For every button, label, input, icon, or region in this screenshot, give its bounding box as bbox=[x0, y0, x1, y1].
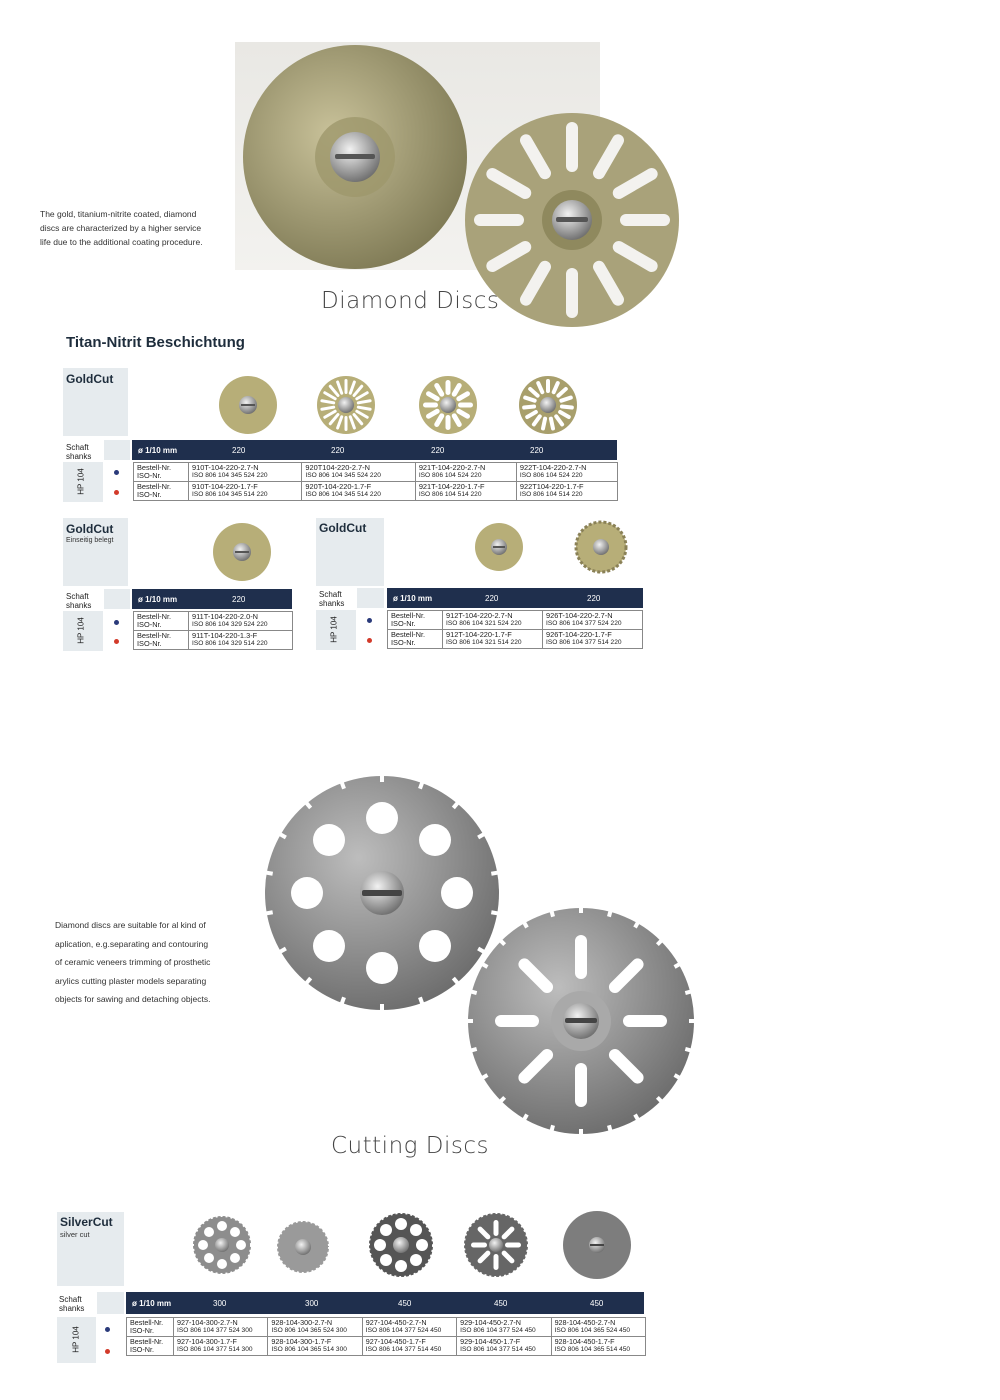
table-row bbox=[134, 612, 293, 631]
silvercut-disc-3-icon bbox=[368, 1212, 434, 1278]
iso-number: ISO 806 104 377 514 450 bbox=[460, 1346, 536, 1353]
iso-number: ISO 806 104 377 524 220 bbox=[546, 620, 622, 627]
goldcut1-code-table bbox=[133, 462, 618, 501]
size-value: 450 bbox=[590, 1298, 604, 1308]
iso-number: ISO 806 104 514 220 bbox=[519, 491, 583, 498]
shank-label-line2: shanks bbox=[66, 601, 92, 610]
silvercut-disc-5-icon bbox=[562, 1210, 632, 1280]
goldcut3-disc-2-icon bbox=[574, 520, 628, 574]
diameter-label: ø 1/10 mm bbox=[138, 594, 178, 604]
order-number: 929-104-450-2.7-N bbox=[460, 1318, 521, 1327]
order-number: 911T-104-220-2.0-N bbox=[192, 612, 259, 621]
product-name: GoldCut bbox=[66, 522, 114, 536]
order-number: 920T104-220-2.7-N bbox=[305, 463, 370, 472]
hp-label: HP 104 bbox=[76, 468, 86, 495]
caption-line: Diamond discs are suitable for al kind of bbox=[55, 920, 206, 930]
iso-number: ISO 806 104 377 514 450 bbox=[365, 1346, 442, 1353]
order-number: 912T-104-220-1.7-F bbox=[446, 630, 512, 639]
size-value: 300 bbox=[305, 1298, 319, 1308]
size-value: 220 bbox=[530, 445, 544, 455]
table-row bbox=[388, 611, 643, 630]
iso-number: ISO 806 104 365 524 450 bbox=[554, 1327, 631, 1334]
iso-number: ISO 806 104 377 524 450 bbox=[460, 1327, 536, 1334]
order-number: 922T104-220-1.7-F bbox=[519, 482, 584, 491]
order-number: 926T-104-220-1.7-F bbox=[546, 630, 612, 639]
iso-number: ISO 806 104 365 524 300 bbox=[271, 1327, 347, 1334]
shank-label-line2: shanks bbox=[66, 452, 92, 461]
order-number: 912T-104-220-2.7-N bbox=[446, 611, 513, 620]
code-cell bbox=[443, 630, 543, 649]
code-cell bbox=[362, 1318, 456, 1337]
order-number: 928-104-300-2.7-N bbox=[271, 1318, 333, 1327]
order-number: 921T-104-220-1.7-F bbox=[418, 482, 485, 491]
label-cell bbox=[388, 611, 443, 630]
iso-label: ISO-Nr. bbox=[130, 1345, 154, 1354]
iso-label: ISO-Nr. bbox=[137, 471, 162, 480]
iso-label: ISO-Nr. bbox=[137, 490, 162, 499]
goldcut2-name-box bbox=[63, 518, 128, 586]
diameter-label: ø 1/10 mm bbox=[138, 445, 178, 455]
code-cell bbox=[516, 482, 617, 501]
iso-number: ISO 806 104 524 220 bbox=[418, 472, 482, 479]
size-value: 220 bbox=[232, 594, 246, 604]
normal-grit-dot bbox=[114, 620, 119, 625]
size-value: 220 bbox=[431, 445, 445, 455]
iso-number: ISO 806 104 377 514 300 bbox=[177, 1346, 253, 1353]
shank-label-line1: Schaft bbox=[59, 1295, 82, 1304]
iso-label: ISO-Nr. bbox=[391, 619, 416, 628]
bestell-label: Bestell-Nr. bbox=[137, 482, 172, 491]
iso-number: ISO 806 104 345 514 220 bbox=[192, 491, 268, 498]
iso-number: ISO 806 104 377 514 220 bbox=[546, 639, 622, 646]
normal-grit-dot bbox=[114, 470, 119, 475]
code-cell bbox=[457, 1337, 551, 1356]
product-name: GoldCut bbox=[66, 372, 114, 386]
size-value: 220 bbox=[331, 445, 345, 455]
size-value: 450 bbox=[494, 1298, 508, 1308]
silvercut-code-table bbox=[126, 1317, 646, 1356]
goldcut3-name-box bbox=[316, 518, 384, 586]
order-number: 929-104-450-1.7-F bbox=[460, 1337, 521, 1346]
size-value: 220 bbox=[232, 445, 246, 455]
cutting-title: Cutting Discs bbox=[331, 1133, 489, 1159]
shank-dot-header bbox=[357, 588, 384, 608]
goldcut1-disc-2-icon bbox=[316, 375, 376, 435]
bestell-label: Bestell-Nr. bbox=[130, 1337, 164, 1346]
code-cell bbox=[543, 630, 643, 649]
iso-label: ISO-Nr. bbox=[137, 639, 162, 648]
section-heading: Titan-Nitrit Beschichtung bbox=[66, 334, 245, 351]
order-number: 910T-104-220-2.7-N bbox=[192, 463, 259, 472]
normal-grit-dot bbox=[105, 1327, 110, 1332]
code-cell bbox=[516, 463, 617, 482]
table-row bbox=[388, 630, 643, 649]
order-number: 921T-104-220-2.7-N bbox=[418, 463, 486, 472]
code-cell bbox=[362, 1337, 456, 1356]
table-row bbox=[134, 631, 293, 650]
hp-label: HP 104 bbox=[76, 617, 86, 644]
bestell-label: Bestell-Nr. bbox=[130, 1318, 164, 1327]
order-number: 926T-104-220-2.7-N bbox=[546, 611, 613, 620]
bestell-label: Bestell-Nr. bbox=[391, 611, 426, 620]
order-number: 927-104-300-2.7-N bbox=[177, 1318, 238, 1327]
order-number: 928-104-450-2.7-N bbox=[554, 1318, 616, 1327]
goldcut3-code-table bbox=[387, 610, 643, 649]
code-cell bbox=[174, 1318, 268, 1337]
cutting-disc-slotted-photo bbox=[465, 905, 697, 1137]
shank-dot-header bbox=[104, 589, 130, 609]
code-cell bbox=[443, 611, 543, 630]
silvercut-disc-1-icon bbox=[192, 1215, 252, 1275]
order-number: 911T-104-220-1.3-F bbox=[192, 631, 258, 640]
table-row bbox=[127, 1318, 646, 1337]
silvercut-disc-4-icon bbox=[463, 1212, 529, 1278]
iso-number: ISO 806 104 345 514 220 bbox=[305, 491, 381, 498]
label-cell bbox=[134, 482, 189, 501]
code-cell bbox=[543, 611, 643, 630]
size-value: 450 bbox=[398, 1298, 412, 1308]
code-cell bbox=[302, 463, 415, 482]
code-cell bbox=[302, 482, 415, 501]
code-cell bbox=[457, 1318, 551, 1337]
size-value: 220 bbox=[587, 593, 601, 603]
code-cell bbox=[415, 463, 516, 482]
hp-label: HP 104 bbox=[329, 616, 339, 643]
fine-grit-dot bbox=[367, 638, 372, 643]
code-cell bbox=[268, 1318, 362, 1337]
table-row bbox=[127, 1337, 646, 1356]
order-number: 928-104-450-1.7-F bbox=[554, 1337, 615, 1346]
iso-label: ISO-Nr. bbox=[130, 1326, 154, 1335]
order-number: 928-104-300-1.7-F bbox=[271, 1337, 332, 1346]
order-number: 927-104-450-1.7-F bbox=[365, 1337, 426, 1346]
product-subtitle: Einseitig belegt bbox=[66, 537, 114, 544]
diamond-caption bbox=[40, 207, 220, 249]
hp-label: HP 104 bbox=[71, 1326, 81, 1353]
code-cell bbox=[551, 1337, 645, 1356]
goldcut1-disc-4-icon bbox=[518, 375, 578, 435]
shank-dot-header bbox=[104, 440, 130, 460]
shank-label-line1: Schaft bbox=[66, 592, 89, 601]
order-number: 927-104-300-1.7-F bbox=[177, 1337, 237, 1346]
diameter-bar bbox=[132, 440, 617, 460]
iso-number: ISO 806 104 321 514 220 bbox=[446, 639, 522, 646]
size-value: 220 bbox=[485, 593, 499, 603]
label-cell bbox=[134, 612, 189, 631]
diameter-label: ø 1/10 mm bbox=[393, 593, 433, 603]
label-cell bbox=[388, 630, 443, 649]
label-cell bbox=[127, 1337, 174, 1356]
code-cell bbox=[174, 1337, 268, 1356]
caption-line: arylics cutting plaster models separating bbox=[55, 975, 207, 986]
iso-number: ISO 806 104 365 514 450 bbox=[554, 1346, 631, 1353]
order-number: 927-104-450-2.7-N bbox=[365, 1318, 427, 1327]
caption-line: of ceramic veneers trimming of prosthetic bbox=[55, 957, 211, 967]
iso-number: ISO 806 104 514 220 bbox=[418, 491, 482, 498]
code-cell bbox=[268, 1337, 362, 1356]
label-cell bbox=[134, 631, 189, 650]
fine-grit-dot bbox=[105, 1349, 110, 1354]
caption-line: discs are characterized by a higher service bbox=[40, 223, 202, 233]
diameter-bar bbox=[126, 1292, 644, 1314]
caption-line: life due to the additional coating procedure. bbox=[40, 237, 203, 247]
goldcut2-code-table bbox=[133, 611, 293, 650]
iso-number: ISO 806 104 524 220 bbox=[519, 472, 583, 479]
goldcut1-disc-3-icon bbox=[418, 375, 478, 435]
product-subtitle: silver cut bbox=[60, 1230, 90, 1239]
product-name: SilverCut bbox=[60, 1215, 113, 1229]
code-cell bbox=[189, 612, 293, 631]
bestell-label: Bestell-Nr. bbox=[137, 463, 172, 472]
shank-dot-header bbox=[97, 1292, 124, 1314]
order-number: 920T-104-220-1.7-F bbox=[305, 482, 372, 491]
label-cell bbox=[127, 1318, 174, 1337]
silvercut-name-box bbox=[57, 1212, 124, 1286]
size-value: 300 bbox=[213, 1298, 227, 1308]
iso-number: ISO 806 104 377 524 300 bbox=[177, 1327, 253, 1334]
diamond-disc-solid-photo bbox=[240, 42, 470, 272]
iso-label: ISO-Nr. bbox=[137, 620, 162, 629]
goldcut2-disc-icon bbox=[212, 522, 272, 582]
code-cell bbox=[189, 631, 293, 650]
caption-line: objects for sawing and detaching objects. bbox=[55, 994, 211, 1004]
order-number: 922T-104-220-2.7-N bbox=[519, 463, 587, 472]
bestell-label: Bestell-Nr. bbox=[137, 612, 172, 621]
product-name: GoldCut bbox=[319, 521, 367, 535]
order-number: 910T-104-220-1.7-F bbox=[192, 482, 258, 491]
iso-number: ISO 806 104 329 524 220 bbox=[192, 621, 268, 628]
diameter-bar bbox=[387, 588, 643, 608]
caption-line: The gold, titanium-nitrite coated, diamond bbox=[40, 209, 197, 219]
code-cell bbox=[189, 463, 302, 482]
iso-label: ISO-Nr. bbox=[391, 638, 416, 647]
goldcut1-disc-1-icon bbox=[218, 375, 278, 435]
iso-number: ISO 806 104 321 524 220 bbox=[446, 620, 522, 627]
diameter-label: ø 1/10 mm bbox=[132, 1298, 172, 1308]
code-cell bbox=[189, 482, 302, 501]
silvercut-disc-2-icon bbox=[276, 1220, 330, 1274]
shank-label bbox=[59, 1295, 84, 1313]
iso-number: ISO 806 104 365 514 300 bbox=[271, 1346, 347, 1353]
table-row bbox=[134, 482, 618, 501]
label-cell bbox=[134, 463, 189, 482]
diamond-title: Diamond Discs bbox=[321, 288, 500, 314]
diameter-bar bbox=[132, 589, 292, 609]
fine-grit-dot bbox=[114, 639, 119, 644]
iso-number: ISO 806 104 345 524 220 bbox=[305, 472, 381, 479]
normal-grit-dot bbox=[367, 618, 372, 623]
fine-grit-dot bbox=[114, 490, 119, 495]
shank-label-line1: Schaft bbox=[66, 443, 89, 452]
table-row bbox=[134, 463, 618, 482]
goldcut3-disc-1-icon bbox=[474, 522, 524, 572]
code-cell bbox=[415, 482, 516, 501]
goldcut1-name-box bbox=[63, 368, 128, 436]
code-cell bbox=[551, 1318, 645, 1337]
bestell-label: Bestell-Nr. bbox=[391, 630, 426, 639]
iso-number: ISO 806 104 377 524 450 bbox=[365, 1327, 442, 1334]
bestell-label: Bestell-Nr. bbox=[137, 631, 172, 640]
shank-label-line2: shanks bbox=[319, 599, 345, 608]
shank-label-line2: shanks bbox=[59, 1304, 85, 1313]
iso-number: ISO 806 104 345 524 220 bbox=[192, 472, 268, 479]
shank-label-line1: Schaft bbox=[319, 590, 342, 599]
caption-line: aplication, e.g.separating and contouring bbox=[55, 938, 209, 949]
iso-number: ISO 806 104 329 514 220 bbox=[192, 640, 268, 647]
cutting-caption bbox=[55, 916, 235, 1009]
